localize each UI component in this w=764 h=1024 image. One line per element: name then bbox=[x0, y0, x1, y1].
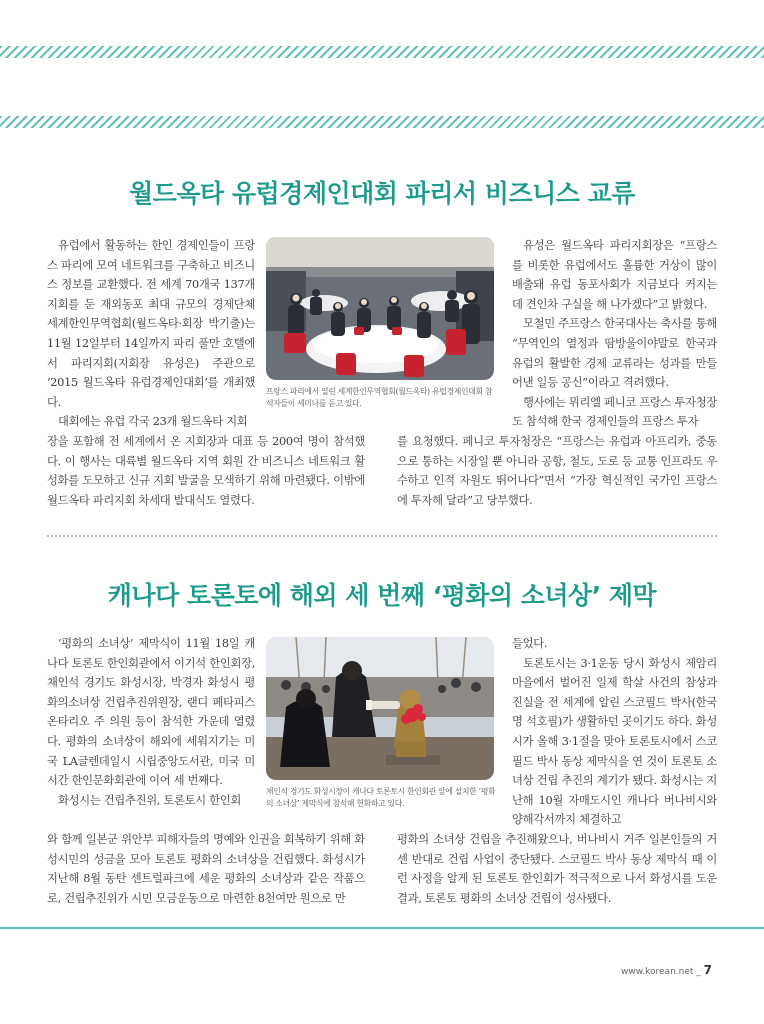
article1-headline: 월드옥타 유럽경제인대회 파리서 비즈니스 교류 bbox=[129, 179, 635, 208]
paragraph: 토론토시는 3·1운동 당시 화성시 제암리 마을에서 벌어진 일제 학살 사건의 참상과 진실을 전 세계에 알린 스코필드 박사(한국명 석호필)가 생활하던 곳이기도 하다. 화성시가 올해 3·1절을 맞아 토론토시에서 스코필드 박사 동상 제막식을 연 것이 토론토 소녀상 건립 추진의 계기가 됐다. 화성시는 지난해 10월 자매도시인 캐나다 버나비시와 양해각서까지 체결하고 bbox=[512, 656, 717, 827]
article1-col1-continued bbox=[47, 432, 365, 510]
section-divider bbox=[47, 535, 717, 537]
article2-col1-continued bbox=[47, 830, 365, 908]
article2-col3-continued bbox=[397, 830, 717, 908]
paragraph: 유성은 월드옥타 파리지회장은 “프랑스를 비롯한 유럽에서도 훌륭한 거상이 많이 배출돼 유럽 동포사회가 지금보다 커지는 데 견인차 구실을 해 나가겠다”고 밝혔다. bbox=[512, 239, 717, 311]
page-number: 7 bbox=[703, 963, 712, 977]
footer-rule bbox=[0, 927, 764, 929]
paragraph: 들었다. bbox=[512, 637, 548, 650]
paragraph: 장을 포함해 전 세계에서 온 지회장과 대표 등 200여 명이 참석했다. 이 행사는 대륙별 월드옥타 지역 회원 간 비즈니스 네트워크 활성화를 도모하고 신규 지회 발굴을 모색하기 위해 마련됐다. 이밖에 월드옥타 파리지회 차세대 발대식도 열렸다. bbox=[47, 435, 365, 507]
article2-photo-statue bbox=[266, 637, 494, 780]
paragraph: 모철민 주프랑스 한국대사는 축사를 통해 “무역인의 열정과 땀방울이야말로 한국과 유럽의 활발한 경제 교류라는 성과를 만들어낸 일등 공신”이라고 격려했다. bbox=[512, 317, 717, 390]
article2-col3 bbox=[512, 634, 717, 830]
article1-photo-conference bbox=[266, 237, 494, 380]
paragraph: 평화의 소녀상 건립을 추진해왔으나, 버나비시 거주 일본인들의 거센 반대로 건립 사업이 중단됐다. 스코필드 박사 동상 제막식 때 이런 사정을 알게 된 토론토 한인회가 적극적으로 나서 화성시를 도운 결과, 토론토 평화의 소녀상 건립이 성사됐다. bbox=[397, 833, 717, 905]
article1-col3 bbox=[512, 236, 717, 432]
top-decor-stripe-lower bbox=[0, 116, 764, 128]
footer-separator: _ bbox=[693, 967, 704, 977]
paragraph: 를 요청했다. 페니코 투자청장은 “프랑스는 유럽과 아프리카, 중동으로 통하는 시장일 뿐 아니라 공항, 철도, 도로 등 교통 인프라도 우수하고 인적 자원도 뛰어나다”면서 “가장 혁신적인 국가인 프랑스에 투자해 달라”고 당부했다. bbox=[397, 435, 717, 507]
paragraph: ‘평화의 소녀상’ 제막식이 11월 18일 캐나다 토론토 한인회관에서 이기석 한인회장, 채인석 경기도 화성시장, 박경자 화성시 평화의소녀상 건립추진위원장, 랜디 페타피스 온타리오 주 의원 등이 참석한 가운데 열렸다. 평화의 소녀상이 해외에 세워지기는 미국 LA글렌데일시 시립중앙도서관, 미국 미시간 한인문화회관에 이어 세 번째다. bbox=[47, 637, 255, 788]
paragraph: 유럽에서 활동하는 한인 경제인들이 프랑스 파리에 모여 네트워크를 구축하고 비즈니스 정보를 교환했다. 전 세계 70개국 137개 지회를 둔 재외동포 최대 규모의 경제단체 세계한인무역협회(월드옥타·회장 박기출)는 11월 12일부터 14일까지 파리 풀만 호텔에서 파리지회(지회장 유성은) 주관으로 ‘2015 월드옥타 유럽경제인대회’를 개최했다. bbox=[47, 239, 255, 409]
article2-col1 bbox=[47, 634, 255, 810]
footer-url[interactable]: www.korean.net bbox=[621, 967, 694, 977]
paragraph: 와 함께 일본군 위안부 피해자들의 명예와 인권을 회복하기 위해 화성시민의 성금을 모아 토론토 평화의 소녀상을 건립했다. 화성시가 지난해 8월 동탄 센트럴파크에 세운 평화의 소녀상과 같은 작품으로, 건립추진위가 시민 모금운동으로 마련한 8천여만 원으로 만 bbox=[47, 833, 365, 905]
paragraph: 대회에는 유럽 각국 23개 월드옥타 지회 bbox=[58, 415, 248, 429]
paragraph: 행사에는 뮈리엘 페니코 프랑스 투자청장도 참석해 한국 경제인들의 프랑스 투자 bbox=[512, 395, 717, 429]
paragraph: 화성시는 건립추진위, 토론토시 한인회 bbox=[58, 793, 241, 807]
article2-headline: 캐나다 토론토에 해외 세 번째 ‘평화의 소녀상’ 제막 bbox=[107, 581, 657, 610]
article1-col1 bbox=[47, 236, 255, 432]
article2-photo-caption: 채인석 경기도 화성시장이 캐나다 토론토시 한인회관 앞에 설치한 ‘평화의 소녀상’ 제막식에 참석해 헌화하고 있다. bbox=[266, 787, 496, 808]
article1-col3-continued bbox=[397, 432, 717, 510]
top-decor-stripe bbox=[0, 46, 764, 58]
page-footer bbox=[621, 963, 712, 977]
article1-photo-caption: 프랑스 파리에서 열린 세계한인무역협회(월드옥타) 유럽경제인대회 참석자들이 세미나를 듣고 있다. bbox=[266, 387, 493, 408]
